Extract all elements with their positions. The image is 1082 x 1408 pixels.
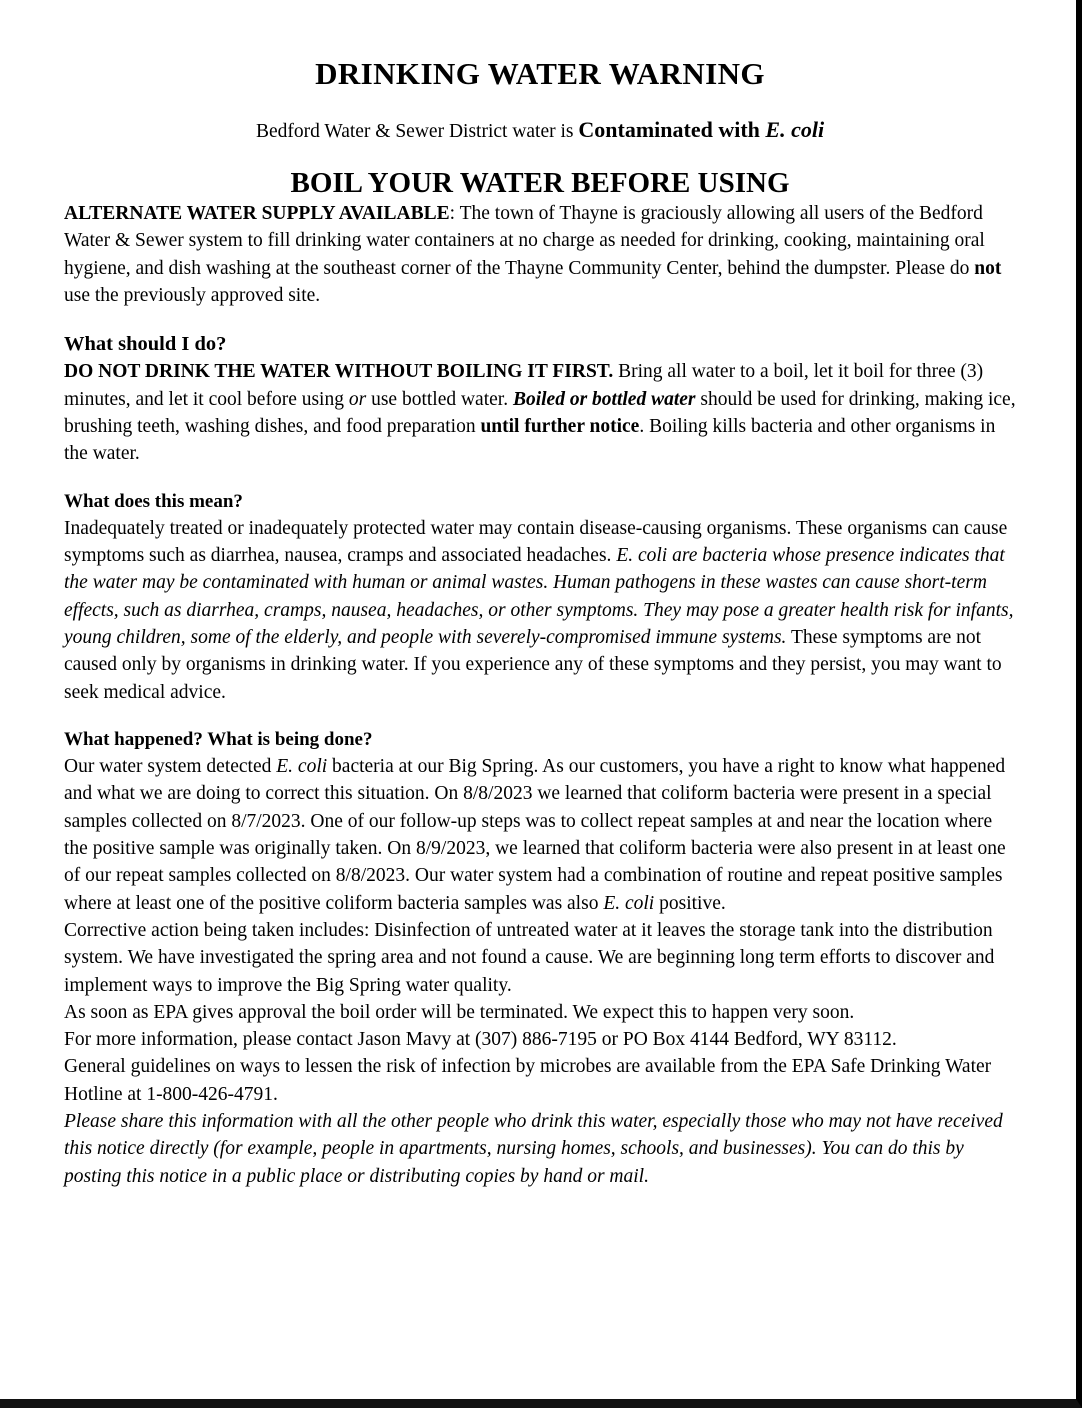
text-run: Boiled or bottled water — [512, 388, 696, 410]
document-subtitle — [64, 117, 1016, 143]
text-run: should be used for drinking, making ice, brushing teeth, washing dishes, and food preparation — [64, 388, 1016, 438]
text-run: Contaminated with — [578, 117, 766, 142]
epa-approval-paragraph — [64, 999, 1016, 1026]
text-run: bacteria at our Big Spring. As our customers, you have a right to know what happened and what we are doing to correct this situation. On 8/8/2023 we learned that coliform bacteria were present in a special samples collected on 8/7/2023. One of our follow-up steps was to collect repeat samples at and near the location where the positive sample was originally taken. On 8/9/2023, we learned that coliform bacteria were also present in at least one of our repeat samples collected on 8/8/2023. Our water system had a combination of routine and repeat positive samples where at least one of the positive coliform bacteria samples was also — [64, 756, 1006, 914]
text-run: Bedford Water & Sewer District water is — [255, 121, 579, 142]
share-notice-paragraph — [64, 1108, 1016, 1190]
text-run: E. coli — [603, 892, 655, 914]
text-run: positive. — [654, 892, 726, 914]
epa-hotline-paragraph — [64, 1053, 1016, 1108]
text-run: General guidelines on ways to lessen the risk of infection by microbes are available from the EPA Safe Drinking Water Hotline at 1-800-426-4791. — [64, 1056, 992, 1105]
section-what-should-i-do — [64, 330, 1016, 467]
text-run: : The town of Thayne is graciously allowing all users of the Bedford Water & Sewer system to fill drinking water containers at no charge as needed for drinking, cooking, maintaining oral hygiene, and dish washing at the southeast corner of the Thayne Community Center, behind the dumpster. Please do — [64, 203, 985, 279]
text-run: . Boiling kills bacteria and other organisms in the water. — [64, 416, 996, 465]
text-run: until further notice — [480, 416, 640, 438]
text-run: Inadequately treated or inadequately protected water may contain disease-causing organisms. These organisms can cause symptoms such as diarrhea, nausea, cramps and associated headaches. — [64, 517, 1008, 567]
section-heading-what-does-this-mean: What does this mean? — [64, 490, 243, 512]
section-heading-what-should-i-do: What should I do? — [64, 333, 227, 356]
section-heading-what-happened: What happened? What is being done? — [64, 728, 373, 750]
text-run: not — [974, 257, 1002, 279]
text-run: As soon as EPA gives approval the boil order will be terminated. We expect this to happen very soon. — [64, 1001, 855, 1023]
alternate-water-supply-paragraph — [64, 200, 1016, 309]
text-run: E. coli — [276, 756, 328, 778]
text-run: Bring all water to a boil, let it boil for three (3) minutes, and let it cool before using — [64, 361, 984, 410]
text-run: Please share this information with all the other people who drink this water, especially those who may not have received this notice directly (for example, people in apartments, nursing homes, schools, and businesses). You can do this by posting this notice in a public place or distributing copies by hand or mail. — [64, 1111, 1003, 1187]
section-what-happened — [64, 727, 1016, 917]
text-run: These symptoms are not caused only by organisms in drinking water. If you experience any of these symptoms and they persist, you may want to seek medical advice. — [64, 627, 1002, 703]
text-run: use the previously approved site. — [64, 284, 321, 306]
section-paragraph-what-should-i-do — [64, 358, 1016, 467]
text-run: ALTERNATE WATER SUPPLY AVAILABLE — [64, 203, 450, 224]
text-run: or — [348, 388, 367, 410]
contact-info-paragraph — [64, 1026, 1016, 1053]
text-run: Corrective action being taken includes: Disinfection of untreated water at it leaves the storage tank into the distribution system. We have investigated the spring area and not found a cause. We are beginning long term efforts to discover and implement ways to improve the Big Spring water quality. — [64, 919, 995, 996]
boil-water-heading: BOIL YOUR WATER BEFORE USING — [290, 167, 790, 199]
section-paragraph-what-does-this-mean — [64, 515, 1016, 706]
text-run: DO NOT DRINK THE WATER WITHOUT BOILING IT FIRST. — [64, 361, 614, 383]
text-run: use bottled water. — [366, 388, 513, 410]
text-run: Our water system detected — [64, 756, 277, 778]
text-run: For more information, please contact Jason Mavy at (307) 886-7195 or PO Box 4144 Bedford, WY 83112. — [64, 1029, 897, 1051]
section-what-does-this-mean — [64, 489, 1016, 706]
text-run: E. coli are bacteria whose presence indicates that the water may be contaminated with human or animal wastes. Human pathogens in these wastes can cause short-term effects, such as diarrhea, cramps, nausea, headaches, or other symptoms. They may pose a greater health risk for infants, young children, some of the elderly, and people with severely-compromised immune systems. — [64, 545, 1014, 649]
corrective-action-paragraph — [64, 917, 1016, 999]
text-run: E. coli — [765, 117, 825, 142]
section-paragraph-what-happened — [64, 753, 1016, 917]
document-title: DRINKING WATER WARNING — [315, 56, 765, 91]
